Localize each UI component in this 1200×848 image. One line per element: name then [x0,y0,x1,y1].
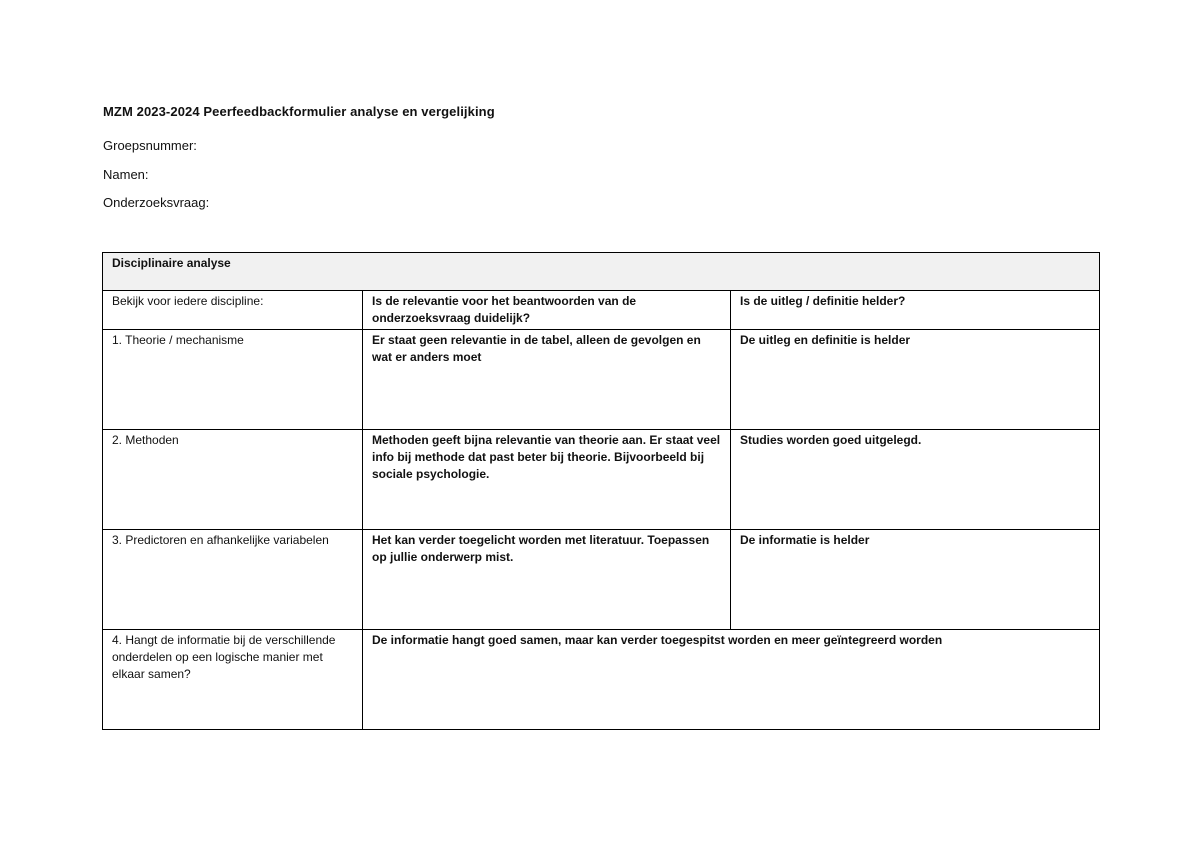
table-row [103,530,1100,630]
column-header-relevance: Is de relevantie voor het beantwoorden van de onderzoeksvraag duidelijk? [363,291,731,330]
onderzoeksvraag-label: Onderzoeksvraag: [103,195,210,210]
relevance-answer[interactable]: Methoden geeft bijna relevantie van theorie aan. Er staat veel info bij methode dat past beter bij theorie. Bijvoorbeeld bij sociale psychologie. [363,430,731,530]
explanation-answer[interactable]: Studies worden goed uitgelegd. [731,430,1100,530]
relevance-answer[interactable]: Het kan verder toegelicht worden met literatuur. Toepassen op jullie onderwerp mist. [363,530,731,630]
table-row [103,330,1100,430]
groepsnummer-label: Groepsnummer: [103,138,197,153]
explanation-answer[interactable]: De uitleg en definitie is helder [731,330,1100,430]
column-header-row [103,291,1100,330]
document-title: MZM 2023-2024 Peerfeedbackformulier analyse en vergelijking [103,104,495,119]
table-row [103,630,1100,730]
section-header-row [103,253,1100,291]
row-label: 1. Theorie / mechanisme [103,330,363,430]
row-label: 4. Hangt de informatie bij de verschillende onderdelen op een logische manier met elkaar samen? [103,630,363,730]
row-label: 3. Predictoren en afhankelijke variabelen [103,530,363,630]
column-header-explanation: Is de uitleg / definitie helder? [731,291,1100,330]
table-row [103,430,1100,530]
relevance-answer[interactable]: Er staat geen relevantie in de tabel, alleen de gevolgen en wat er anders moet [363,330,731,430]
explanation-answer[interactable]: De informatie is helder [731,530,1100,630]
namen-label: Namen: [103,167,149,182]
column-header-discipline: Bekijk voor iedere discipline: [103,291,363,330]
row-label: 2. Methoden [103,430,363,530]
section-title: Disciplinaire analyse [103,253,1100,291]
feedback-table [102,252,1100,730]
coherence-answer[interactable]: De informatie hangt goed samen, maar kan verder toegespitst worden en meer geïntegreerd worden [363,630,1100,730]
